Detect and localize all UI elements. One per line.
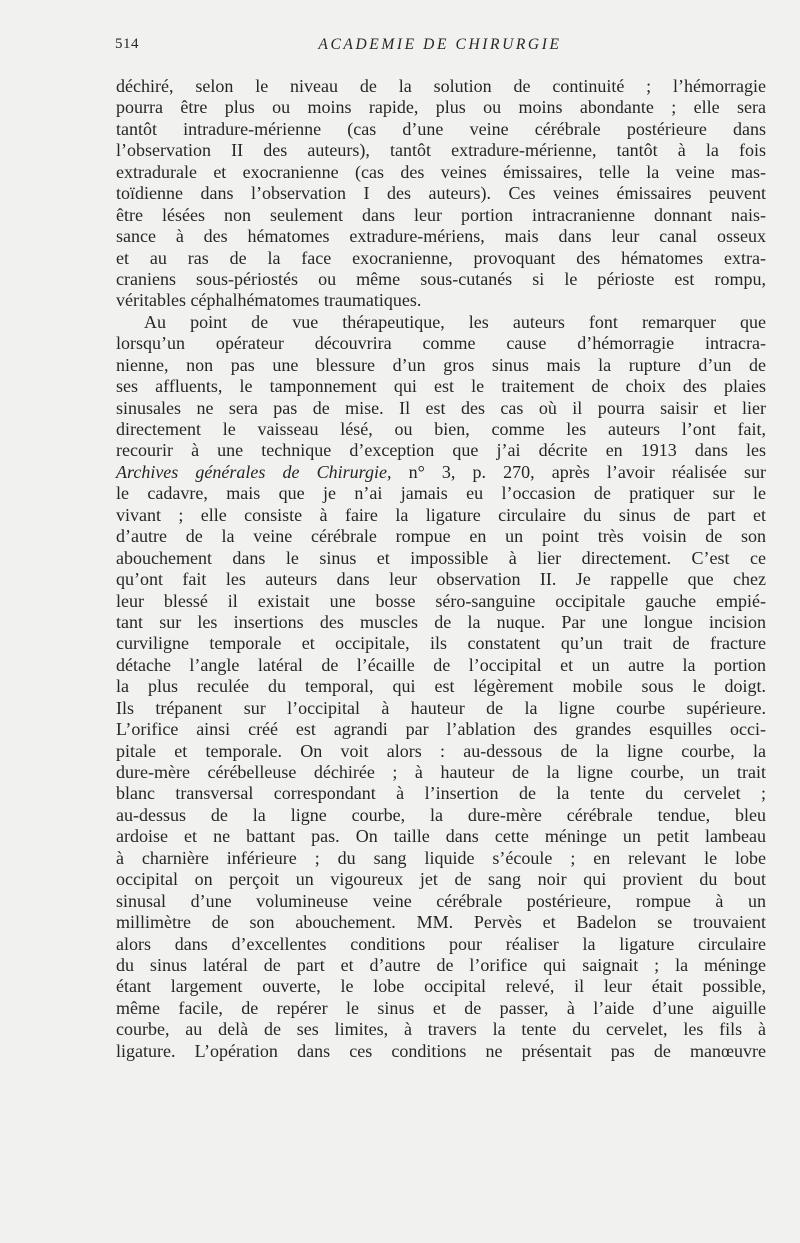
text-line: blanc transversal correspondant à l’insertion de la tente du cervelet ; <box>116 783 766 804</box>
text-line: dure-mère cérébelleuse déchirée ; à hauteur de la ligne courbe, un trait <box>116 762 766 782</box>
text-line: tantôt intradure-mérienne (cas d’une veine cérébrale postérieure dans <box>116 118 766 139</box>
text-line: recourir à une technique d’exception que j’ai décrite en 1913 dans les <box>116 440 766 461</box>
text-line: occipital on perçoit un vigoureux jet de sang noir qui provient du bout <box>116 869 766 890</box>
text-line: directement le vaisseau lésé, ou bien, comme les auteurs l’ont fait, <box>116 419 766 439</box>
text-line: du sinus latéral de part et d’autre de l’orifice qui saignait ; la méninge <box>116 954 766 975</box>
text-line: même facile, de repérer le sinus et de passer, à l’aide d’une aiguille <box>116 997 766 1018</box>
text-line: courbe, au delà de ses limites, à travers la tente du cervelet, les fils à <box>116 1019 766 1040</box>
paragraph-1 <box>116 76 766 312</box>
text-line: sinusal d’une volumineuse veine cérébrale postérieure, rompue à un <box>116 890 766 911</box>
text-line: ardoise et ne battant pas. On taille dans cette méninge un petit lambeau <box>116 826 766 847</box>
text-line: déchiré, selon le niveau de la solution de continuité ; l’hémorragie <box>116 76 766 96</box>
text-line: le cadavre, mais que je n’ai jamais eu l’occasion de pratiquer sur le <box>116 483 766 504</box>
text-line: tant sur les insertions des muscles de la nuque. Par une longue incision <box>116 611 766 632</box>
text-line: étant largement ouverte, le lobe occipital relevé, il leur était possible, <box>116 976 766 997</box>
text-line: et au ras de la face exocranienne, provoquant des hématomes extra- <box>116 247 766 268</box>
journal-title: Archives générales de Chirurgie, <box>116 461 392 482</box>
text-line: pourra être plus ou moins rapide, plus ou moins abondante ; elle sera <box>116 97 766 118</box>
paragraph-2 <box>116 312 766 1062</box>
text-line: abouchement dans le sinus et impossible à lier directement. C’est ce <box>116 547 766 568</box>
page-number: 514 <box>115 36 139 52</box>
citation-rest: n° 3, p. 270, après l’avoir réalisée sur <box>391 461 766 482</box>
text-line: toïdienne dans l’observation I des auteurs). Ces veines émissaires peuvent <box>116 183 766 204</box>
text-line: pitale et temporale. On voit alors : au-dessous de la ligne courbe, la <box>116 740 766 761</box>
text-line: d’autre de la veine cérébrale rompue en un point très voisin de son <box>116 526 766 547</box>
text-line: lorsqu’un opérateur découvrira comme cause d’hémorragie intracra- <box>116 333 766 354</box>
text-line: Au point de vue thérapeutique, les auteurs font remarquer que <box>144 311 766 332</box>
text-line: au-dessus de la ligne courbe, la dure-mère cérébrale tendue, bleu <box>116 804 766 825</box>
text-line: qu’ont fait les auteurs dans leur observation II. Je rappelle que chez <box>116 569 766 590</box>
text-line: à charnière inférieure ; du sang liquide s’écoule ; en relevant le lobe <box>116 847 766 868</box>
text-line: sance à des hématomes extradure-mériens, mais dans leur canal osseux <box>116 226 766 247</box>
text-line: craniens sous-périostés ou même sous-cutanés si le périoste est rompu, <box>116 268 766 289</box>
text-line: être lésées non seulement dans leur portion intracranienne donnant nais- <box>116 204 766 225</box>
text-line: leur blessé il existait une bosse séro-sanguine occipitale gauche empié- <box>116 590 766 611</box>
text-line: détache l’angle latéral de l’écaille de l’occipital et un autre la portion <box>116 654 766 675</box>
text-line: L’orifice ainsi créé est agrandi par l’ablation des grandes esquilles occi- <box>116 719 766 740</box>
text-line: véritables céphalhématomes traumatiques. <box>116 290 422 311</box>
text-line: alors dans d’excellentes conditions pour réaliser la ligature circulaire <box>116 933 766 954</box>
text-line: vivant ; elle consiste à faire la ligature circulaire du sinus de part et <box>116 504 766 525</box>
text-line: la plus reculée du temporal, qui est légèrement mobile sous le doigt. <box>116 676 766 697</box>
text-line-citation <box>116 462 766 483</box>
text-line: extradurale et exocranienne (cas des veines émissaires, telle la veine mas- <box>116 161 766 182</box>
text-line: Ils trépanent sur l’occipital à hauteur de la ligne courbe supérieure. <box>116 697 766 718</box>
text-line: l’observation II des auteurs), tantôt extradure-mérienne, tantôt à la fois <box>116 140 766 161</box>
text-line: ligature. L’opération dans ces conditions ne présentait pas de manœuvre <box>116 1040 766 1061</box>
text-line: nienne, non pas une blessure d’un gros sinus mais la rupture d’un de <box>116 354 766 375</box>
text-line: millimètre de son abouchement. MM. Pervès et Badelon se trouvaient <box>116 912 766 933</box>
page-header <box>115 36 765 60</box>
text-line: sinusales ne sera pas de mise. Il est des cas où il pourra saisir et lier <box>116 397 766 418</box>
running-head: ACADEMIE DE CHIRURGIE <box>318 36 562 53</box>
body-text <box>116 76 766 1062</box>
text-line: curviligne temporale et occipitale, ils constatent qu’un trait de fracture <box>116 633 766 654</box>
text-line: ses affluents, le tamponnement qui est le traitement de choix des plaies <box>116 376 766 397</box>
